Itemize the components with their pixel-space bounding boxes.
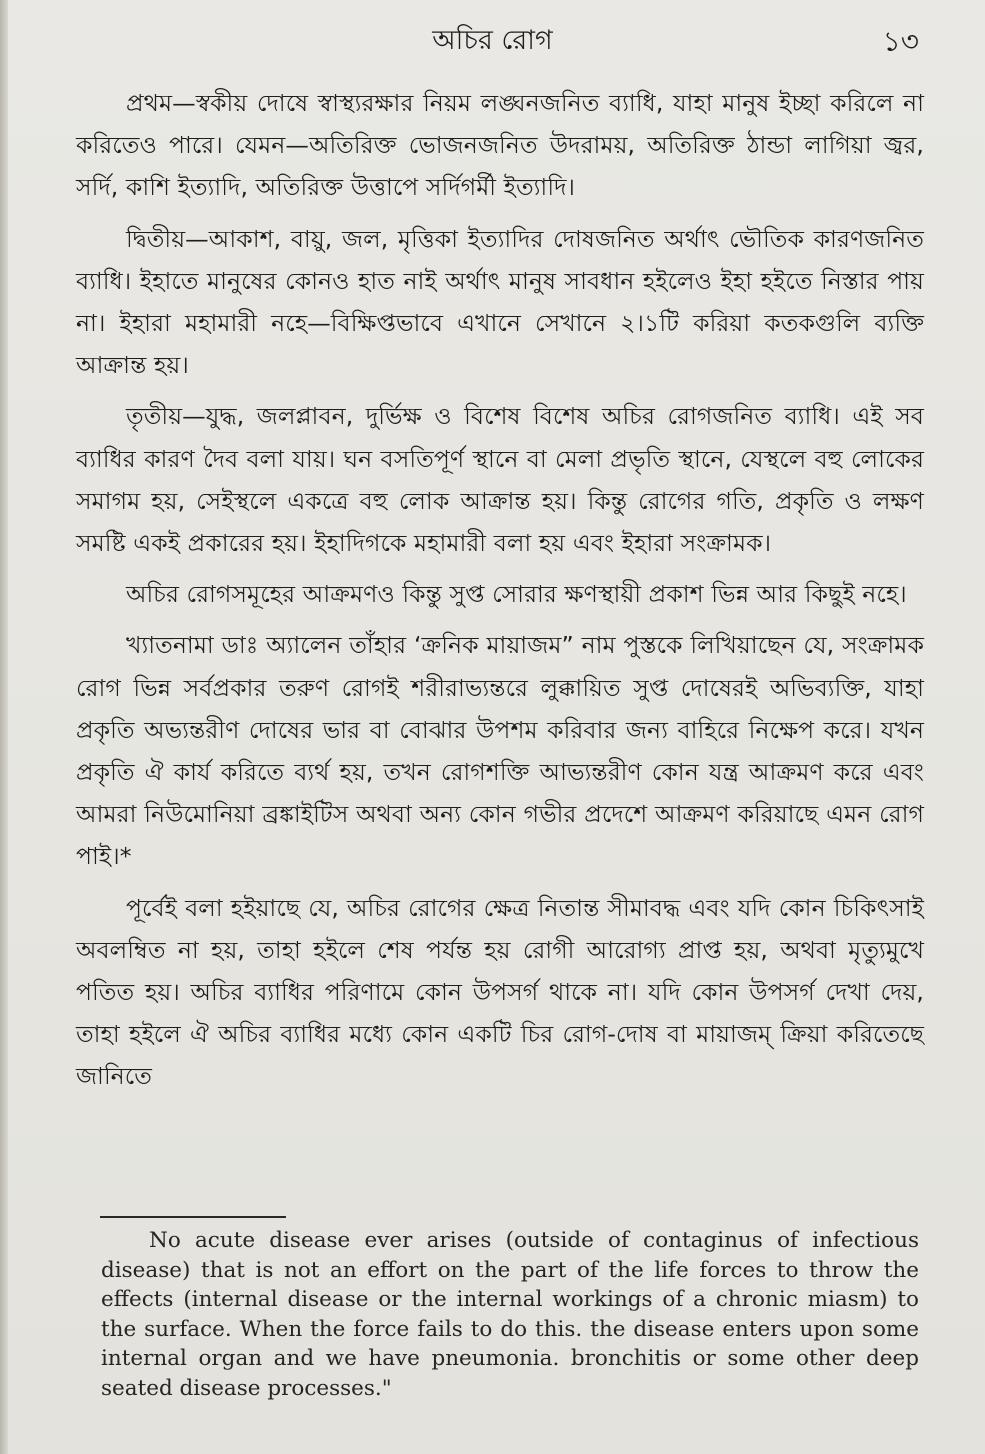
paragraph-acute-psora: অচির রোগসমূহের আক্রমণও কিন্তু সুপ্ত সোরার ক্ষণস্থায়ী প্রকাশ ভিন্ন আর কিছুই নহে। — [126, 580, 907, 609]
running-title: অচির রোগ — [432, 25, 553, 56]
paragraph-first-cause: প্রথম—স্বকীয় দোষে স্বাস্থ্যরক্ষার নিয়ম লঙ্ঘনজনিত ব্যাধি, যাহা মানুষ ইচ্ছা করিলে না করিতেও পারে। যেমন—অতিরিক্ত ভোজনজনিত উদরাময়, অতিরিক্ত ঠান্ডা লাগিয়া জ্বর, সর্দি, কাশি ইত্যাদি, অতিরিক্ত উত্তাপে সর্দিগর্মী ইত্যাদি। — [76, 89, 924, 202]
running-head — [0, 18, 985, 58]
footnote: No acute disease ever arises (outside of contaginus of infectious disease) that is not an effort on the part of the life forces to throw the effects (internal disease or the internal workings of a chronic miasm) to the surface. When the force fails to do this. the disease enters upon some internal organ and we have pneumonia. bronchitis or some other deep seated disease processes." — [101, 1228, 919, 1401]
paragraph-third-cause: তৃতীয়—যুদ্ধ, জলপ্লাবন, দুর্ভিক্ষ ও বিশেষ বিশেষ অচির রোগজনিত ব্যাধি। এই সব ব্যাধির কারণ দৈব বলা যায়। ঘন বসতিপূর্ণ স্থানে বা মেলা প্রভৃতি স্থানে, যেস্থলে বহু লোকের সমাগম হয়, সেইস্থলে একত্রে বহু লোক আক্রান্ত হয়। কিন্তু রোগের গতি, প্রকৃতি ও লক্ষণ সমষ্টি একই প্রকারের হয়। ইহাদিগকে মহামারী বলা হয় এবং ইহারা সংক্রামক। — [76, 402, 924, 558]
paragraph-acute-outcome: পূর্বেই বলা হইয়াছে যে, অচির রোগের ক্ষেত্র নিতান্ত সীমাবদ্ধ এবং যদি কোন চিকিৎসাই অবলম্বিত না হয়, তাহা হইলে শেষ পর্যন্ত হয় রোগী আরোগ্য প্রাপ্ত হয়, অথবা মৃত্যুমুখে পতিত হয়। অচির ব্যাধির পরিণামে কোন উপসর্গ থাকে না। যদি কোন উপসর্গ দেখা দেয়, তাহা হইলে ঐ অচির ব্যাধির মধ্যে কোন একটি চির রোগ-দোষ বা মায়াজম্ ক্রিয়া করিতেছে জানিতে — [76, 893, 924, 1091]
paragraph-second-cause: দ্বিতীয়—আকাশ, বায়ু, জল, মৃত্তিকা ইত্যাদির দোষজনিত অর্থাৎ ভৌতিক কারণজনিত ব্যাধি। ইহাতে মানুষের কোনও হাত নাই অর্থাৎ মানুষ সাবধান হইলেও ইহা হইতে নিস্তার পায় না। ইহারা মহামারী নহে—বিক্ষিপ্তভাবে এখানে সেখানে ২।১টি করিয়া কতকগুলি ব্যক্তি আক্রান্ত হয়। — [76, 224, 924, 380]
body-text — [76, 82, 924, 1107]
paragraph-allen-quote: খ্যাতনামা ডাঃ অ্যালেন তাঁহার ‘ক্রনিক মায়াজম” নাম পুস্তকে লিখিয়াছেন যে, সংক্রামক রোগ ভিন্ন সর্বপ্রকার তরুণ রোগই শরীরাভ্যন্তরে লুক্কায়িত সুপ্ত দোষেরই অভিব্যক্তি, যাহা প্রকৃতি অভ্যন্তরীণ দোষের ভার বা বোঝার উপশম করিবার জন্য বাহিরে নিক্ষেপ করে। যখন প্রকৃতি ঐ কার্য করিতে ব্যর্থ হয়, তখন রোগশক্তি আভ্যন্তরীণ কোন যন্ত্র আক্রমণ করে এবং আমরা নিউমোনিয়া ব্রঙ্কাইটিস অথবা অন্য কোন গভীর প্রদেশে আক্রমণ করিয়াছে এমন রোগ পাই।* — [76, 631, 924, 871]
page-number: ১৩ — [882, 25, 919, 58]
page-binding-shadow — [0, 0, 8, 1454]
footnote-divider — [100, 1216, 286, 1218]
